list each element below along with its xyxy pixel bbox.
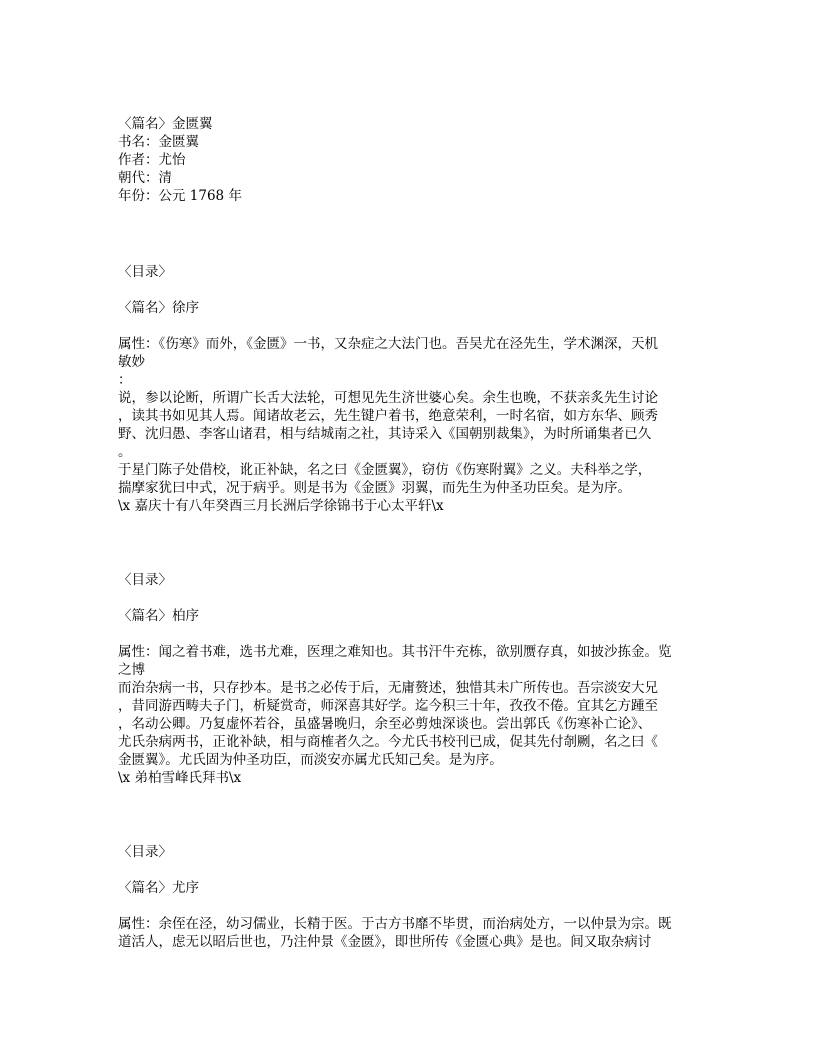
toc-marker: 〈目录〉: [118, 572, 172, 588]
year: 年份：公元 1768 年: [118, 188, 242, 204]
text-line: ，昔同游西畴夫子门，析疑赏奇，师深喜其好学。迄今积三十年，孜孜不倦。宜其乞方踵至: [118, 698, 658, 714]
chapter-title: 〈篇名〉徐序: [118, 300, 199, 316]
document-page: [118, 115, 698, 951]
text-line: 于星门陈子处借校，讹正补缺，名之曰《金匮翼》，窃仿《伤寒附翼》之义。夫科举之学，: [118, 462, 652, 478]
signature-line: \x 弟柏雪峰氏拜书\x: [118, 770, 242, 786]
dynasty: 朝代：清: [118, 170, 172, 186]
text-line: 属性：《伤寒》而外，《金匮》一书，又杂症之大法门也。吾吴尤在泾先生，学术渊深，天机: [118, 336, 658, 352]
text-line: 属性：闻之着书难，选书尤难，医理之难知也。其书汗牛充栋，欲别赝存真，如披沙拣金。览: [118, 644, 672, 660]
toc-marker: 〈目录〉: [118, 844, 172, 860]
text-line: 之博: [118, 662, 145, 678]
text-line: 揣摩家犹曰中式，况于病乎。则是书为《金匮》羽翼，而先生为仲圣功臣矣。是为序。: [118, 480, 631, 496]
section-you-preface: [118, 843, 698, 951]
toc-marker: 〈目录〉: [118, 264, 172, 280]
text-line: ，读其书如见其人焉。闻诸故老云，先生键户着书，绝意荣利，一时名宿，如方东华、顾秀: [118, 408, 658, 424]
title-line: 〈篇名〉金匮翼: [118, 116, 213, 132]
chapter-title: 〈篇名〉柏序: [118, 608, 199, 624]
chapter-title: 〈篇名〉尤序: [118, 880, 199, 896]
text-line: 金匮翼》。尤氏固为仲圣功臣，而淡安亦属尤氏知己矣。是为序。: [118, 752, 503, 768]
text-line: 野、沈归愚、李客山诸君，相与结城南之社，其诗采入《国朝别裁集》，为时所诵集者已久: [118, 426, 652, 442]
author: 作者：尤怡: [118, 152, 186, 168]
section-bai-preface: [118, 571, 698, 787]
text-line: 。: [118, 444, 132, 460]
text-line: ，名动公卿。乃复虚怀若谷，虽盛暑晚归，余至必剪烛深谈也。尝出郭氏《伤寒补亡论》、: [118, 716, 652, 732]
text-line: 而治杂病一书，只存抄本。是书之必传于后，无庸赘述，独惜其未广所传也。吾宗淡安大兄: [118, 680, 658, 696]
section-xu-preface: [118, 263, 698, 515]
text-line: ：: [118, 372, 132, 388]
text-line: 尤氏杂病两书，正讹补缺，相与商榷者久之。今尤氏书校刊已成，促其先付剞劂，名之曰《: [118, 734, 658, 750]
text-line: 道活人，虑无以昭后世也，乃注仲景《金匮》，即世所传《金匮心典》是也。间又取杂病讨: [118, 934, 652, 950]
book-name: 书名：金匮翼: [118, 134, 199, 150]
text-line: 敏妙: [118, 354, 145, 370]
text-line: 属性：余侄在泾，幼习儒业，长精于医。于古方书靡不毕贯，而治病处方，一以仲景为宗。既: [118, 916, 672, 932]
signature-line: \x 嘉庆十有八年癸酉三月长洲后学徐锦书于心太平轩\x: [118, 498, 444, 514]
text-line: 说，参以论断，所谓广长舌大法轮，可想见先生济世婆心矣。余生也晚，不获亲炙先生讨论: [118, 390, 658, 406]
